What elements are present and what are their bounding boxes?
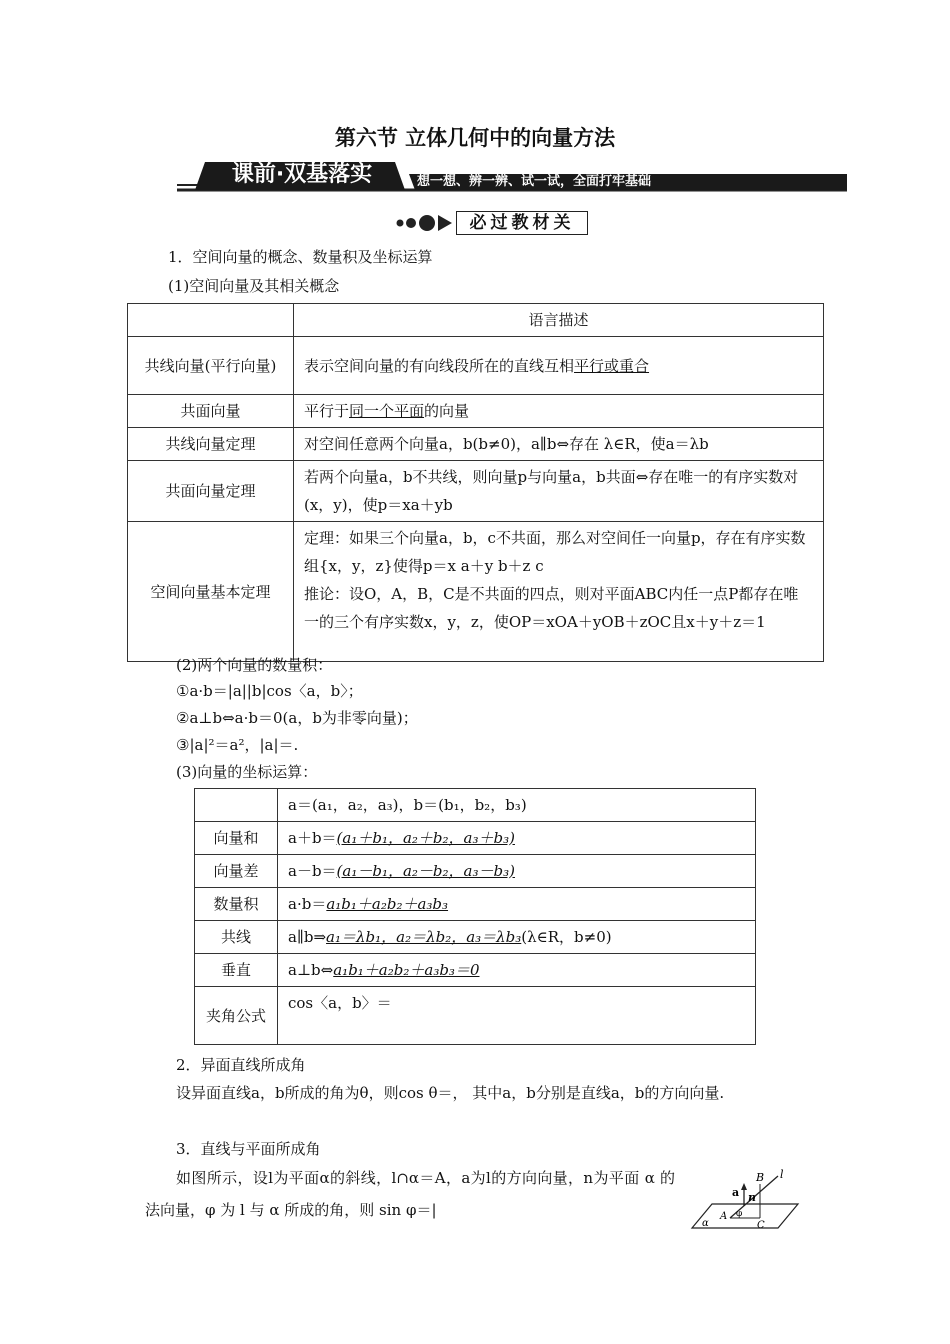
table-row xyxy=(195,888,756,921)
formula-cell: a∥b⇒a₁＝λb₁，a₂＝λb₂，a₃＝λb₃(λ∈R，b≠0) xyxy=(278,921,756,954)
table-header: a＝(a₁，a₂，a₃)，b＝(b₁，b₂，b₃) xyxy=(278,789,756,822)
term-cell: 夹角公式 xyxy=(195,987,278,1045)
desc-cell: 对空间任意两个向量a，b(b≠0)，a∥b⇔存在 λ∈R，使a＝λb xyxy=(294,428,824,461)
desc-cell: 表示空间向量的有向线段所在的直线互相平行或重合 xyxy=(294,337,824,395)
formula-cell: a＋b＝(a₁＋b₁，a₂＋b₂，a₃＋b₃) xyxy=(278,822,756,855)
figure-label-n: n xyxy=(748,1191,756,1204)
term-cell: 共线向量(平行向量) xyxy=(128,337,294,395)
table-row xyxy=(128,395,824,428)
sub-banner-label: 必过教材关 xyxy=(456,211,588,235)
term-cell: 共线向量定理 xyxy=(128,428,294,461)
figure-label-a-point: A xyxy=(720,1211,728,1222)
sec1-sub2: (2)两个向量的数量积： xyxy=(176,656,333,674)
sec2-text: 设异面直线a，b所成的角为θ，则cos θ＝， 其中a，b分别是直线a，b的方向向量. xyxy=(176,1084,725,1102)
desc-cell: 若两个向量a，b不共线，则向量p与向量a，b共面⇔存在唯一的有序实数对(x，y)，使p＝xa＋yb xyxy=(294,461,824,522)
formula-cell: a·b＝a₁b₁＋a₂b₂＋a₃b₃ xyxy=(278,888,756,921)
desc-cell xyxy=(294,522,824,662)
term-cell: 向量和 xyxy=(195,822,278,855)
theorem-text: 定理：如果三个向量a，b，c不共面，那么对空间任一向量p，存在有序实数组{x，y，z}使得p＝x a＋y b＋z c xyxy=(304,529,806,575)
sec3-heading: 3．直线与平面所成角 xyxy=(176,1140,321,1158)
figure-label-a: a xyxy=(732,1186,740,1199)
term-cell: 向量差 xyxy=(195,855,278,888)
formula-cell: a⊥b⇔a₁b₁＋a₂b₂＋a₃b₃＝0 xyxy=(278,954,756,987)
page-title: 第六节 立体几何中的向量方法 xyxy=(334,126,616,150)
figure-label-l: l xyxy=(780,1168,784,1181)
dot-product-formula-3: ③|a|²＝a²，|a|＝. xyxy=(176,736,299,754)
sec3-text: 如图所示，设l为平面α的斜线，l∩α＝A，a为l的方向向量，n为平面 α 的法向量，φ 为 l 与 α 所成的角，则 sin φ＝| xyxy=(145,1169,675,1219)
sec1-sub3: (3)向量的坐标运算： xyxy=(176,763,318,781)
formula-cell: cos〈a，b〉＝ xyxy=(278,987,756,1045)
table-row xyxy=(128,522,824,662)
line-plane-angle-figure xyxy=(690,1166,800,1232)
banner-slogan: 想一想、辨一辨、试一试，全面打牢基础 xyxy=(417,174,652,189)
term-cell: 垂直 xyxy=(195,954,278,987)
table-row xyxy=(195,954,756,987)
table-row xyxy=(128,461,824,522)
term-cell: 空间向量基本定理 xyxy=(128,522,294,662)
figure-label-alpha: α xyxy=(702,1218,709,1229)
coordinate-table xyxy=(194,788,756,1045)
section-banner xyxy=(177,160,847,194)
term-cell: 共面向量定理 xyxy=(128,461,294,522)
concept-table xyxy=(127,303,824,662)
figure-label-b: B xyxy=(756,1171,765,1184)
figure-label-c: C xyxy=(757,1220,765,1231)
sec1-heading: 1．空间向量的概念、数量积及坐标运算 xyxy=(168,248,433,266)
term-cell: 共面向量 xyxy=(128,395,294,428)
sec2-heading: 2．异面直线所成角 xyxy=(176,1056,306,1074)
formula-cell: a－b＝(a₁－b₁，a₂－b₂，a₃－b₃) xyxy=(278,855,756,888)
corollary-text: 推论：设O，A，B，C是不共面的四点，则对平面ABC内任一点P都存在唯一的三个有序实数x，y，z，使OP＝xOA＋yOB＋zOC且x＋y＋z＝1 xyxy=(304,585,799,631)
table-row xyxy=(195,987,756,1045)
sec1-sub1: (1)空间向量及其相关概念 xyxy=(168,277,340,295)
dot-product-formula-1: ①a·b＝|a||b|cos〈a，b〉； xyxy=(176,682,363,700)
dots-arrow-icon xyxy=(394,212,456,234)
table-row xyxy=(195,921,756,954)
table-header: 语言描述 xyxy=(294,304,824,337)
banner-main-text: 课前·双基落实 xyxy=(231,162,373,187)
table-row xyxy=(128,428,824,461)
figure-label-phi: φ xyxy=(736,1209,743,1219)
table-row xyxy=(195,855,756,888)
term-cell: 数量积 xyxy=(195,888,278,921)
desc-cell: 平行于同一个平面的向量 xyxy=(294,395,824,428)
table-row xyxy=(195,822,756,855)
table-row xyxy=(128,337,824,395)
term-cell: 共线 xyxy=(195,921,278,954)
dot-product-formula-2: ②a⊥b⇔a·b＝0(a，b为非零向量)； xyxy=(176,709,418,727)
